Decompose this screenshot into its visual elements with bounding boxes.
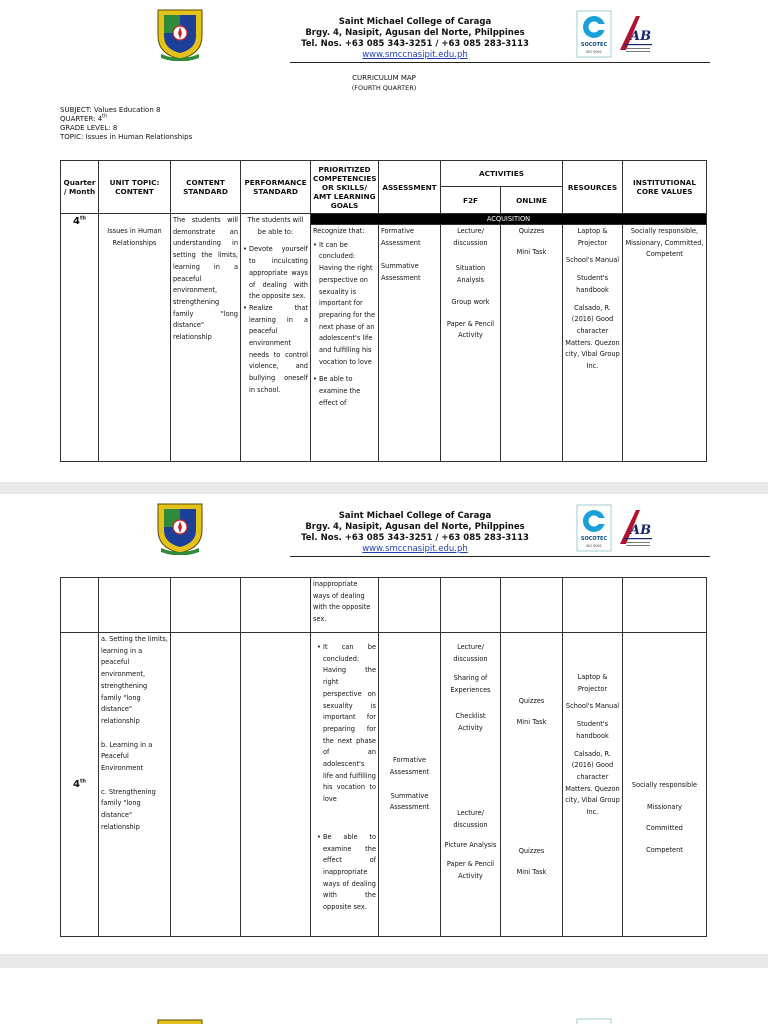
row1-content-standard: The students will demonstrate an understanding in setting the limits, learning in a peaceful environment, strengthening family "long distance" relationship [171, 214, 241, 462]
socotec-logo-icon [576, 10, 612, 58]
college-address: Brgy. 4, Nasipit, Agusan del Norte, Philppines [305, 28, 525, 38]
college-address: Brgy. 4, Nasipit, Agusan del Norte, Philppines [305, 522, 525, 532]
socotec-logo-icon [576, 504, 612, 552]
curriculum-map-table [60, 160, 707, 462]
page-header [0, 0, 768, 68]
page-1 [0, 0, 768, 482]
header-quarter: Quarter / Month [61, 161, 99, 214]
row1-online-item: Mini Task [516, 247, 547, 256]
curriculum-map-table-continued [60, 577, 707, 633]
row2-quarter: 4th [61, 633, 99, 937]
row2-resource-item: Student's handbook [576, 720, 609, 740]
header-unit-topic: UNIT TOPIC: CONTENT [99, 161, 171, 214]
row1-performance-standard [241, 214, 311, 462]
row1-competencies [311, 225, 379, 462]
meta-quarter: QUARTER: 4th [60, 113, 108, 123]
college-tel: Tel. Nos. +63 085 343-3251 / +63 085 283-3113 [301, 533, 529, 543]
cont-competencies: inappropriate ways of dealing with the opposite sex. [311, 578, 379, 633]
college-info [290, 17, 540, 61]
college-website-link[interactable]: www.smccnasipit.edu.ph [362, 50, 468, 60]
row1-quarter: 4th [61, 214, 99, 462]
college-seal-icon [155, 1016, 205, 1024]
row1-f2f-item: Lecture/ discussion [453, 227, 488, 247]
row2-competency-item: • It can be concluded: Having the right perspective on sexuality is important for preparing for the next phase of an adolescent's life and fulfilling his vocation to love [317, 642, 376, 806]
row1-f2f [441, 225, 501, 462]
header-divider [290, 556, 710, 557]
header-assessment: ASSESSMENT [379, 161, 441, 214]
row2-f2f-item: Checklist Activity [455, 711, 486, 732]
page-3 [0, 968, 768, 1024]
row2-resource-item: Calsado, R. (2016) Good character Matters. Quezon city, Vibal Group Inc. [565, 749, 620, 817]
college-name: Saint Michael College of Caraga [338, 17, 492, 27]
document-subtitle: (FOURTH QUARTER) [351, 84, 417, 92]
row2-unit-topic-item: c. Strengthening family "long distance" relationship [101, 787, 156, 831]
row1-online [501, 225, 563, 462]
row1-resource-item: Calsado, R. (2016) Good character Matters. Quezon city, Vibal Group Inc. [565, 303, 620, 371]
row2-core-values [623, 633, 707, 937]
row1-assessment-formative: Formative Assessment [381, 227, 421, 247]
header-core-values: INSTITUTIONAL CORE VALUES [623, 161, 707, 214]
college-seal-icon [155, 500, 205, 555]
cont-cell [241, 578, 311, 633]
row1-performance-item: • Devote yourself to inculcating appropriate ways of dealing with the opposite sex. [243, 244, 308, 303]
row1-competencies-intro: Recognize that: [313, 227, 365, 235]
socotec-label: SOCOTEC [580, 42, 608, 48]
row2-f2f-item: Lecture/ discussion [453, 809, 488, 829]
row2-f2f [441, 633, 501, 937]
row2-online [501, 633, 563, 937]
header-resources: RESOURCES [563, 161, 623, 214]
row2-core-value: Competent [646, 846, 683, 855]
row2-core-value: Committed [646, 824, 683, 833]
cont-cell [501, 578, 563, 633]
row2-online-item: Mini Task [516, 868, 547, 877]
pab-logo-icon [616, 10, 656, 58]
college-name: Saint Michael College of Caraga [338, 511, 492, 521]
row1-resource-item: School's Manual [565, 256, 620, 265]
pab-logo-icon [616, 504, 656, 552]
socotec-label: SOCOTEC [580, 536, 608, 542]
row2-unit-topic-item: b. Learning in a Peaceful Environment [101, 740, 153, 773]
college-seal-icon [155, 6, 205, 61]
row2-resource-item: School's Manual [565, 702, 620, 711]
row1-unit-topic: Issues in Human Relationships [99, 214, 171, 462]
row2-competencies [311, 633, 379, 937]
row2-assessment [379, 633, 441, 937]
row2-online-item: Mini Task [516, 717, 547, 726]
pab-logo-icon [616, 1018, 656, 1024]
row2-core-value: Socially responsible [631, 781, 698, 789]
row2-f2f-item: Picture Analysis [444, 840, 497, 849]
header-competencies: PRIORITIZED COMPETENCIES OR SKILLS/ AMT LEARNING GOALS [311, 161, 379, 214]
row2-assessment-summative: Summative Assessment [389, 791, 430, 812]
college-info [290, 511, 540, 555]
row2-f2f-item: Sharing of Experiences [450, 674, 491, 695]
row1-performance-intro: The students will be able to: [247, 216, 304, 236]
row2-resources [563, 633, 623, 937]
row2-content-standard [171, 633, 241, 937]
row1-competency-item: • It can be concluded: Having the right perspective on sexuality is important for preparing for the next phase of an adolescent's life and fulfilling his vocation to love [313, 240, 376, 369]
acquisition-bar: ACQUISITION [311, 214, 707, 225]
row2-resource-item: Laptop & Projector [577, 673, 608, 693]
row2-competency-item: • Be able to examine the effect of inappropriate ways of dealing with the opposite sex. [317, 832, 376, 914]
row1-assessment-summative: Summative Assessment [381, 262, 421, 283]
row1-assessment [379, 225, 441, 462]
cont-cell [61, 578, 99, 633]
header-performance-standard: PERFORMANCE STANDARD [241, 161, 311, 214]
row1-performance-item: • Realize that learning in a peaceful environment needs to control violence, and bullying oneself in school. [243, 303, 308, 397]
row2-core-value: Missionary [646, 802, 683, 811]
cont-cell [623, 578, 707, 633]
cont-cell [171, 578, 241, 633]
header-activities: ACTIVITIES [441, 161, 563, 187]
row2-unit-topics [99, 633, 171, 937]
row1-resource-item: Student's handbook [576, 274, 609, 294]
pab-label: AB [630, 523, 652, 538]
header-content-standard: CONTENT STANDARD [171, 161, 241, 214]
row2-assessment-formative: Formative Assessment [389, 756, 430, 776]
page-header [0, 494, 768, 562]
header-online: ONLINE [501, 187, 563, 214]
pab-label: AB [630, 29, 652, 44]
college-website-link[interactable]: www.smccnasipit.edu.ph [362, 544, 468, 554]
row1-online-item: Quizzes [518, 227, 545, 235]
row2-f2f-item: Lecture/ discussion [453, 643, 488, 663]
meta-grade: GRADE LEVEL: 8 [60, 124, 118, 132]
row2-performance-standard [241, 633, 311, 937]
curriculum-map-table-row2 [60, 632, 707, 937]
page-2 [0, 494, 768, 954]
cont-cell [379, 578, 441, 633]
meta-subject: SUBJECT: Values Education 8 [60, 106, 161, 114]
row2-unit-topic-item: a. Setting the limits, learning in a peaceful environment, strengthening family "long distance" relationship [101, 635, 168, 725]
row2-online-item: Quizzes [518, 697, 545, 705]
header-divider [290, 62, 710, 63]
row1-f2f-item: Paper & Pencil Activity [446, 319, 495, 340]
row1-resource-item: Laptop & Projector [577, 227, 608, 247]
header-f2f: F2F [441, 187, 501, 214]
cont-cell [563, 578, 623, 633]
socotec-iso-label: ISO 9001 [585, 50, 603, 54]
row1-f2f-item: Group work [451, 297, 490, 306]
college-tel: Tel. Nos. +63 085 343-3251 / +63 085 283-3113 [301, 39, 529, 49]
cont-cell [99, 578, 171, 633]
document-meta [60, 106, 192, 142]
meta-topic: TOPIC: Issues in Human Relationships [60, 133, 193, 141]
row1-resources [563, 225, 623, 462]
socotec-logo-icon [576, 1018, 612, 1024]
row1-f2f-item: Situation Analysis [455, 264, 486, 285]
row1-competency-item: • Be able to examine the effect of [313, 374, 376, 409]
row1-core-values: Socially responsible, Missionary, Committed, Competent [623, 225, 707, 462]
document-title: CURRICULUM MAP [352, 74, 416, 82]
row2-f2f-item: Paper & Pencil Activity [446, 860, 495, 881]
row2-online-item: Quizzes [518, 847, 545, 856]
cont-cell [441, 578, 501, 633]
socotec-iso-label: ISO 9001 [585, 544, 603, 548]
